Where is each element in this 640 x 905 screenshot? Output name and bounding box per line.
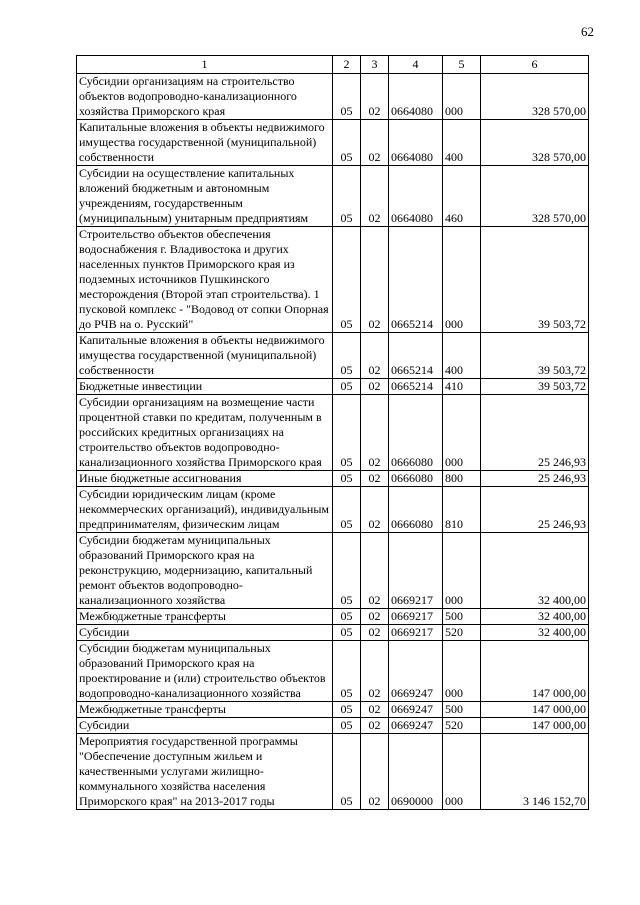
row-target-code: 0664080 bbox=[389, 120, 443, 166]
row-amount: 25 246,93 bbox=[481, 395, 589, 471]
table-row bbox=[77, 227, 589, 333]
row-target-code: 0669247 bbox=[389, 718, 443, 734]
row-expense-type: 800 bbox=[443, 471, 481, 487]
row-section: 05 bbox=[333, 718, 361, 734]
row-subsection: 02 bbox=[361, 718, 389, 734]
row-section: 05 bbox=[333, 395, 361, 471]
row-subsection: 02 bbox=[361, 487, 389, 533]
row-section: 05 bbox=[333, 166, 361, 227]
row-name: Капитальные вложения в объекты недвижимого имущества государственной (муниципальной) собственности bbox=[77, 120, 333, 166]
table-row bbox=[77, 734, 589, 810]
row-name: Капитальные вложения в объекты недвижимого имущества государственной (муниципальной) собственности bbox=[77, 333, 333, 379]
row-expense-type: 000 bbox=[443, 641, 481, 702]
table-row bbox=[77, 74, 589, 120]
header-row bbox=[77, 56, 589, 74]
row-expense-type: 810 bbox=[443, 487, 481, 533]
row-section: 05 bbox=[333, 734, 361, 810]
row-expense-type: 400 bbox=[443, 333, 481, 379]
row-target-code: 0665214 bbox=[389, 379, 443, 395]
row-expense-type: 520 bbox=[443, 625, 481, 641]
row-name: Бюджетные инвестиции bbox=[77, 379, 333, 395]
row-name: Субсидии на осуществление капитальных вложений бюджетным и автономным учреждениям, государственным (муниципальным) унитарным предприятиям bbox=[77, 166, 333, 227]
table-row bbox=[77, 166, 589, 227]
table-row bbox=[77, 487, 589, 533]
row-section: 05 bbox=[333, 333, 361, 379]
row-target-code: 0669217 bbox=[389, 609, 443, 625]
row-expense-type: 410 bbox=[443, 379, 481, 395]
header-col-5: 5 bbox=[443, 56, 481, 74]
table-row bbox=[77, 641, 589, 702]
row-name: Субсидии bbox=[77, 625, 333, 641]
row-expense-type: 000 bbox=[443, 533, 481, 609]
row-section: 05 bbox=[333, 379, 361, 395]
row-amount: 25 246,93 bbox=[481, 487, 589, 533]
table-row bbox=[77, 395, 589, 471]
row-target-code: 0664080 bbox=[389, 166, 443, 227]
row-target-code: 0666080 bbox=[389, 395, 443, 471]
row-amount: 32 400,00 bbox=[481, 625, 589, 641]
row-expense-type: 000 bbox=[443, 734, 481, 810]
table-row bbox=[77, 471, 589, 487]
row-target-code: 0669247 bbox=[389, 641, 443, 702]
row-amount: 328 570,00 bbox=[481, 166, 589, 227]
row-target-code: 0666080 bbox=[389, 487, 443, 533]
row-name: Иные бюджетные ассигнования bbox=[77, 471, 333, 487]
row-target-code: 0690000 bbox=[389, 734, 443, 810]
row-section: 05 bbox=[333, 227, 361, 333]
row-target-code: 0665214 bbox=[389, 333, 443, 379]
table-row bbox=[77, 718, 589, 734]
row-amount: 147 000,00 bbox=[481, 641, 589, 702]
table-row bbox=[77, 533, 589, 609]
row-section: 05 bbox=[333, 471, 361, 487]
row-name: Субсидии организациям на возмещение части процентной ставки по кредитам, полученным в российских кредитных организациях на строительство объектов водопроводно-канализационного хозяйства Приморского края bbox=[77, 395, 333, 471]
row-name: Субсидии юридическим лицам (кроме некоммерческих организаций), индивидуальным предпринимателям, физическим лицам bbox=[77, 487, 333, 533]
table-body bbox=[77, 74, 589, 810]
row-amount: 39 503,72 bbox=[481, 333, 589, 379]
row-subsection: 02 bbox=[361, 702, 389, 718]
page-number: 62 bbox=[581, 24, 594, 39]
header-col-2: 2 bbox=[333, 56, 361, 74]
row-amount: 32 400,00 bbox=[481, 533, 589, 609]
row-name: Мероприятия государственной программы "Обеспечение доступным жильем и качественными услугами жилищно-коммунального хозяйства населения Приморского края" на 2013-2017 годы bbox=[77, 734, 333, 810]
row-amount: 32 400,00 bbox=[481, 609, 589, 625]
row-subsection: 02 bbox=[361, 734, 389, 810]
row-subsection: 02 bbox=[361, 641, 389, 702]
table-row bbox=[77, 609, 589, 625]
row-expense-type: 500 bbox=[443, 609, 481, 625]
row-name: Субсидии бюджетам муниципальных образований Приморского края на проектирование и (или) строительство объектов водопроводно-канализационного хозяйства bbox=[77, 641, 333, 702]
row-name: Межбюджетные трансферты bbox=[77, 702, 333, 718]
row-target-code: 0669217 bbox=[389, 625, 443, 641]
row-subsection: 02 bbox=[361, 471, 389, 487]
row-amount: 39 503,72 bbox=[481, 227, 589, 333]
row-subsection: 02 bbox=[361, 609, 389, 625]
table-row bbox=[77, 333, 589, 379]
row-amount: 25 246,93 bbox=[481, 471, 589, 487]
header-col-6: 6 bbox=[481, 56, 589, 74]
row-amount: 3 146 152,70 bbox=[481, 734, 589, 810]
row-name: Строительство объектов обеспечения водоснабжения г. Владивостока и других населенных пунктов Приморского края из подземных источников Пушкинского месторождения (Второй этап строительства). 1 пусковой комплекс - "Водовод от сопки Опорная до РЧВ на о. Русский" bbox=[77, 227, 333, 333]
row-target-code: 0664080 bbox=[389, 74, 443, 120]
row-expense-type: 000 bbox=[443, 395, 481, 471]
row-expense-type: 520 bbox=[443, 718, 481, 734]
row-name: Субсидии bbox=[77, 718, 333, 734]
row-amount: 328 570,00 bbox=[481, 120, 589, 166]
row-amount: 147 000,00 bbox=[481, 718, 589, 734]
row-subsection: 02 bbox=[361, 395, 389, 471]
row-section: 05 bbox=[333, 74, 361, 120]
row-subsection: 02 bbox=[361, 227, 389, 333]
table-row bbox=[77, 379, 589, 395]
row-target-code: 0669217 bbox=[389, 533, 443, 609]
row-section: 05 bbox=[333, 487, 361, 533]
row-name: Субсидии организациям на строительство объектов водопроводно-канализационного хозяйства Приморского края bbox=[77, 74, 333, 120]
row-subsection: 02 bbox=[361, 625, 389, 641]
row-expense-type: 500 bbox=[443, 702, 481, 718]
row-target-code: 0666080 bbox=[389, 471, 443, 487]
header-col-1: 1 bbox=[77, 56, 333, 74]
row-section: 05 bbox=[333, 641, 361, 702]
row-amount: 328 570,00 bbox=[481, 74, 589, 120]
row-amount: 39 503,72 bbox=[481, 379, 589, 395]
row-expense-type: 000 bbox=[443, 227, 481, 333]
row-amount: 147 000,00 bbox=[481, 702, 589, 718]
row-section: 05 bbox=[333, 702, 361, 718]
row-section: 05 bbox=[333, 533, 361, 609]
row-section: 05 bbox=[333, 625, 361, 641]
row-expense-type: 460 bbox=[443, 166, 481, 227]
row-section: 05 bbox=[333, 609, 361, 625]
budget-table bbox=[76, 55, 589, 810]
row-target-code: 0665214 bbox=[389, 227, 443, 333]
row-section: 05 bbox=[333, 120, 361, 166]
row-target-code: 0669247 bbox=[389, 702, 443, 718]
row-subsection: 02 bbox=[361, 120, 389, 166]
header-col-3: 3 bbox=[361, 56, 389, 74]
row-expense-type: 000 bbox=[443, 74, 481, 120]
row-subsection: 02 bbox=[361, 166, 389, 227]
header-col-4: 4 bbox=[389, 56, 443, 74]
row-subsection: 02 bbox=[361, 74, 389, 120]
table-row bbox=[77, 625, 589, 641]
row-subsection: 02 bbox=[361, 333, 389, 379]
table-row bbox=[77, 702, 589, 718]
row-name: Субсидии бюджетам муниципальных образований Приморского края на реконструкцию, модернизацию, капитальный ремонт объектов водопроводно-канализационного хозяйства bbox=[77, 533, 333, 609]
row-subsection: 02 bbox=[361, 379, 389, 395]
row-expense-type: 400 bbox=[443, 120, 481, 166]
row-name: Межбюджетные трансферты bbox=[77, 609, 333, 625]
row-subsection: 02 bbox=[361, 533, 389, 609]
table-row bbox=[77, 120, 589, 166]
